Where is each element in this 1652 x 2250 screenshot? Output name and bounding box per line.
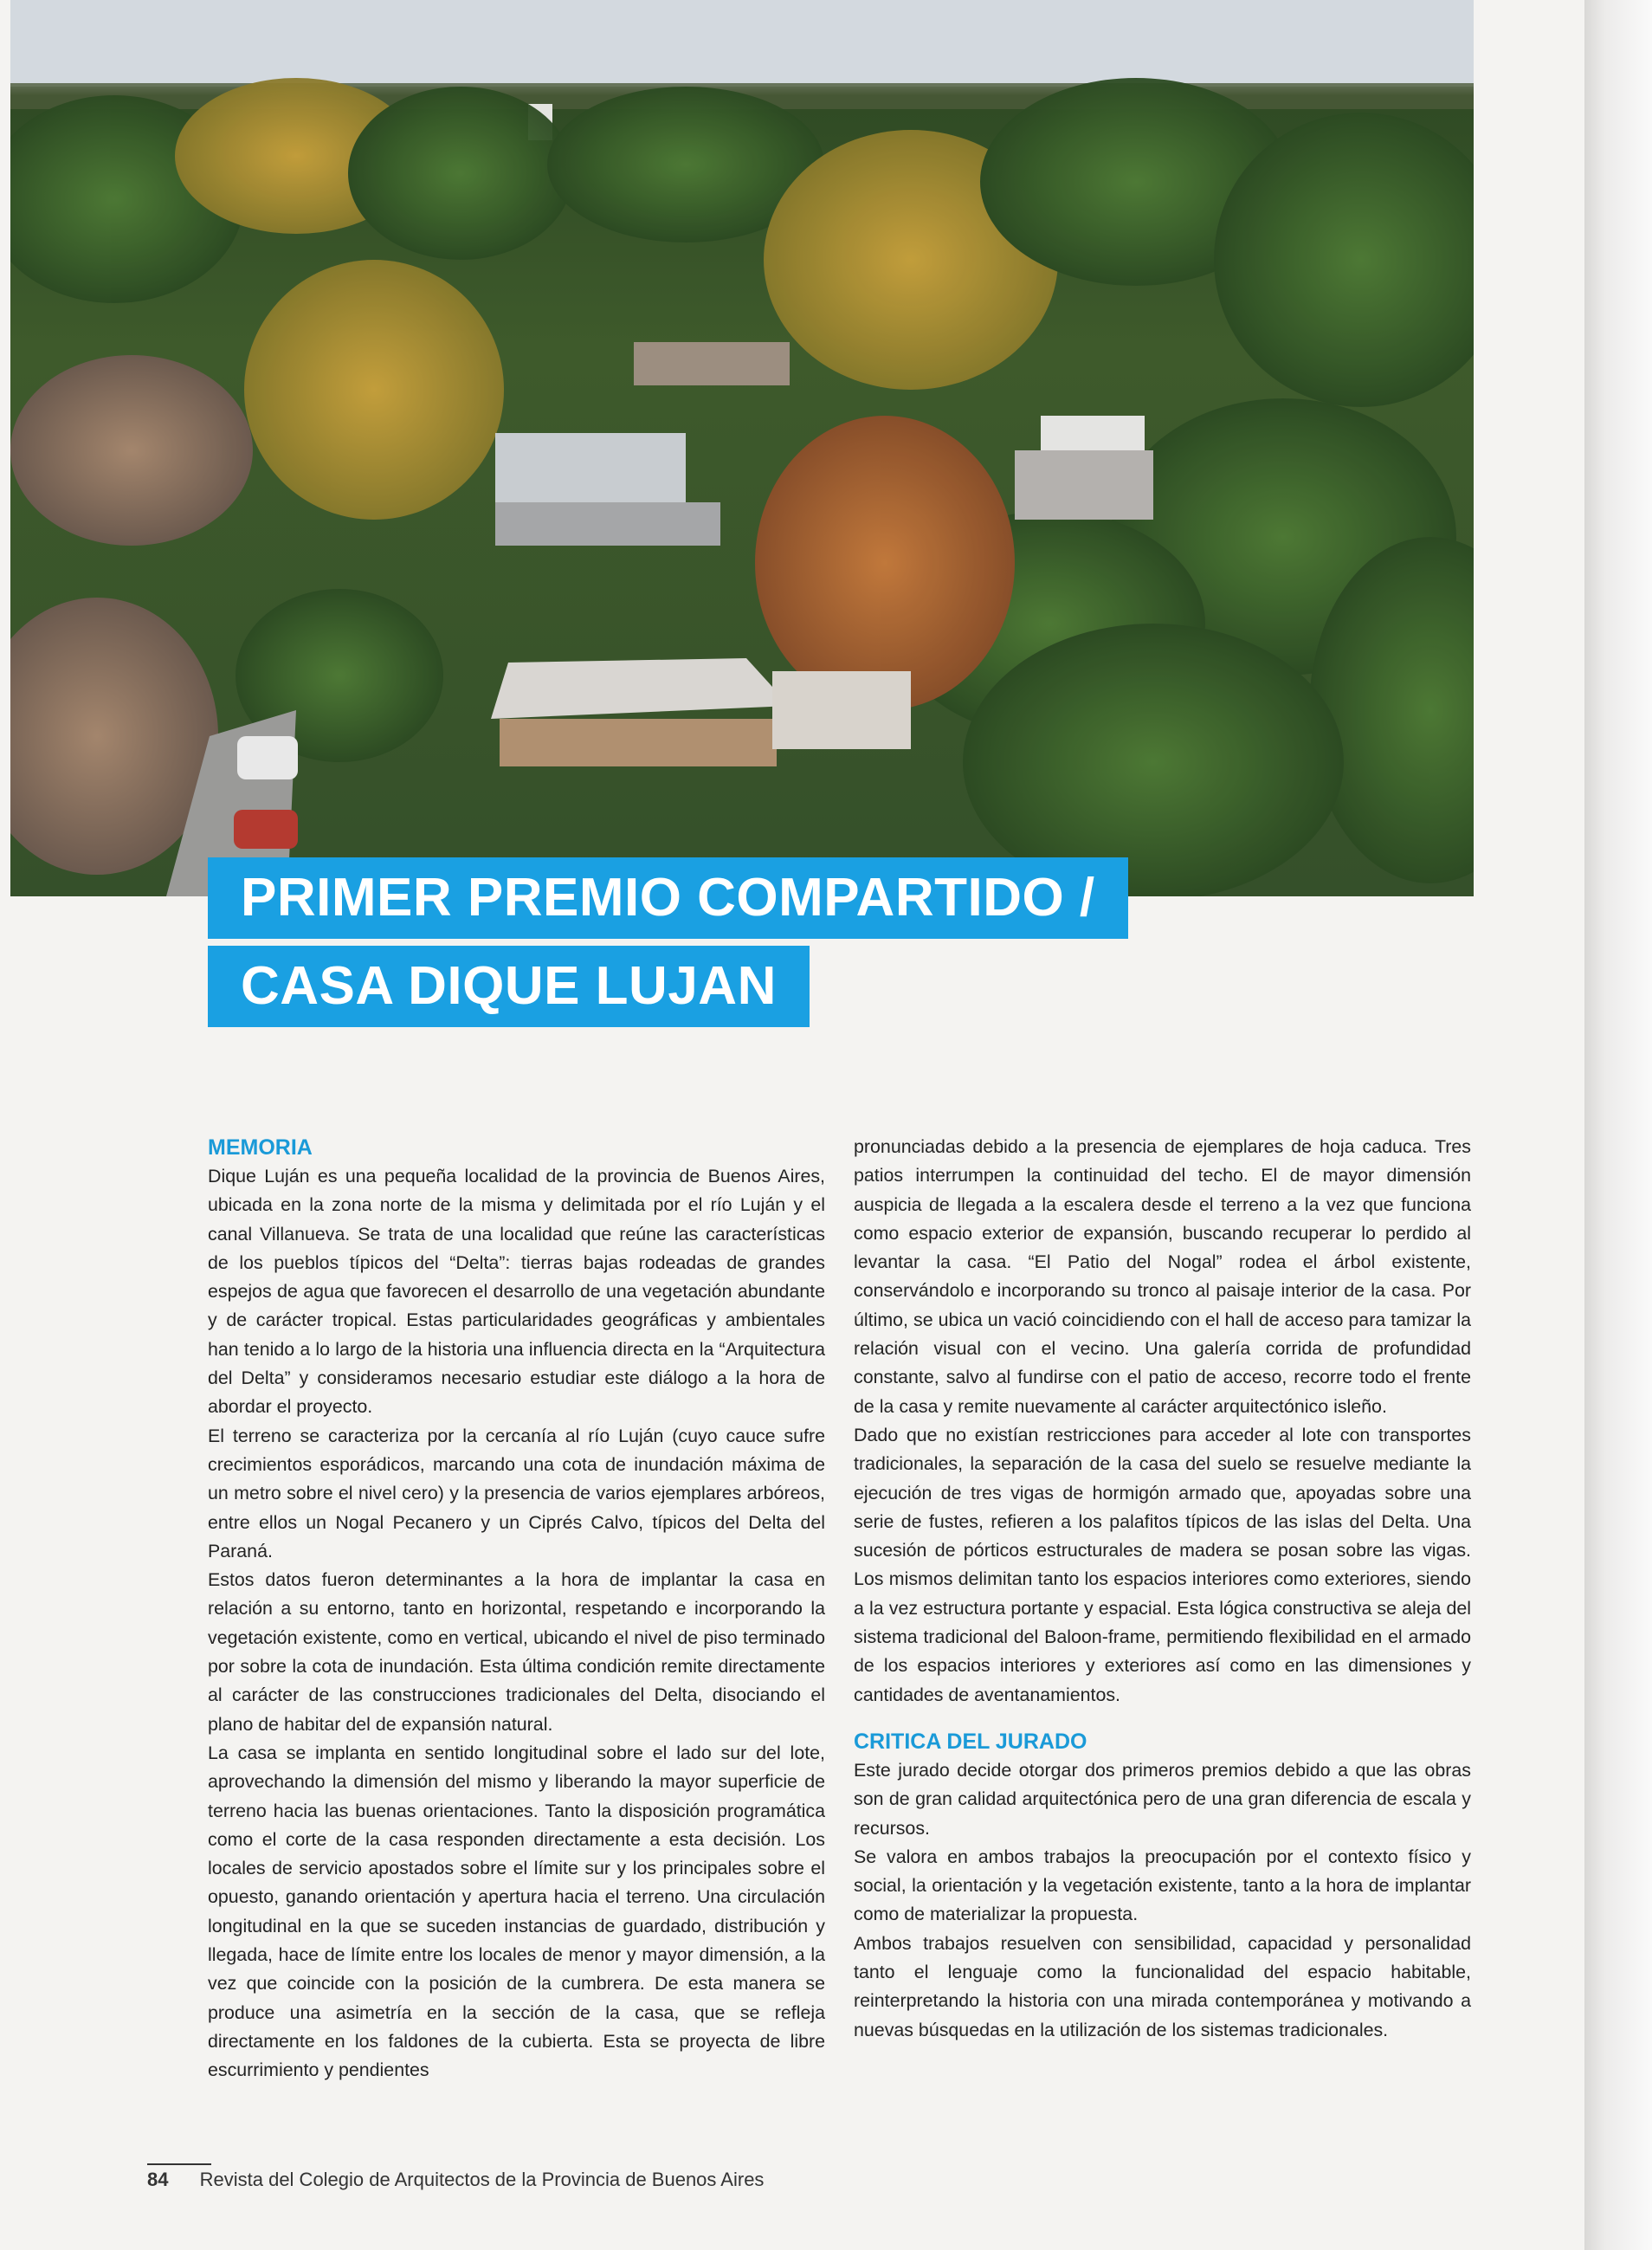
page-gutter-shadow bbox=[1584, 0, 1652, 2250]
text-column-right bbox=[854, 1133, 1471, 2045]
memoria-paragraph: El terreno se caracteriza por la cercanía al río Luján (cuyo cauce sufre crecimientos esporádicos, marcando una cota de inundación máxima de un metro sobre el nivel cero) y la presencia de varios ejemplares arbóreos, entre ellos un Nogal Pecanero y un Ciprés Calvo, típicos del Delta del Paraná. bbox=[208, 1425, 825, 1561]
title-line-2: CASA DIQUE LUJAN bbox=[208, 946, 810, 1027]
memoria-paragraph: La casa se implanta en sentido longitudinal sobre el lado sur del lote, aprovechando la dimensión del mismo y liberando la mayor superficie de terreno hacia las buenas orientaciones. Tanto la disposición programática como el corte de la casa responden directamente a esta decisión. Los locales de servicio apostados sobre el límite sur y los principales sobre el opuesto, ganando orientación y apertura hacia el terreno. Una circulación longitudinal en la que se suceden instancias de guardado, distribución y llegada, hace de límite entre los locales de menor y mayor dimensión, a la vez que coincide con la posición de la cumbrera. De esta manera se produce una asimetría en la sección de la casa, que se refleja directamente en los faldones de la cubierta. Esta se proyecta de libre escurrimiento y pendientes bbox=[208, 1742, 825, 2081]
publication-name: Revista del Colegio de Arquitectos de la Provincia de Buenos Aires bbox=[199, 2169, 765, 2190]
footer-rule bbox=[147, 2163, 211, 2165]
critica-paragraph: Este jurado decide otorgar dos primeros premios debido a que las obras son de gran calidad arquitectónica pero de una gran diferencia de escala y recursos. bbox=[854, 1759, 1471, 1839]
memoria-paragraph: Dado que no existían restricciones para acceder al lote con transportes tradicionales, la separación de la casa del suelo se resuelve mediante la ejecución de tres vigas de hormigón armado que, apoyadas sobre una serie de fustes, refieren a los palafitos típicos de las islas del Delta. Una sucesión de pórticos estructurales de madera se posan sobre las vigas. Los mismos delimitan tanto los espacios interiores como exteriores, siendo a la vez estructura portante y espacial. Esta lógica constructiva se aleja del sistema tradicional del Baloon-frame, permitiendo flexibilidad en el armado de los espacios interiores y exteriores así como en las dimensiones y cantidades de aventanamientos. bbox=[854, 1424, 1471, 1705]
page-footer bbox=[147, 2169, 764, 2191]
title-line-1: PRIMER PREMIO COMPARTIDO / bbox=[208, 857, 1128, 939]
memoria-paragraph: pronunciadas debido a la presencia de ejemplares de hoja caduca. Tres patios interrumpen la continuidad del techo. El de mayor dimensión auspicia de llegada a la escalera desde el terreno a la vez que funciona como espacio exterior de expansión, buscando recuperar lo perdido al levantar la casa. “El Patio del Nogal” rodea el árbol existente, conservándolo e incorporando su tronco al paisaje interior de la casa. Por último, se ubica un vació coincidiendo con el hall de acceso para tamizar la relación visual con el vecino. Una galería corrida de profundidad constante, salvo al fundirse con el patio de acceso, recorre todo el frente de la casa y remite nuevamente al carácter arquitectónico isleño. bbox=[854, 1136, 1471, 1417]
memoria-paragraph: Dique Luján es una pequeña localidad de la provincia de Buenos Aires, ubicada en la zona norte de la misma y delimitada por el río Luján y el canal Villanueva. Se trata de una localidad que reúne las características de los pueblos típicos del “Delta”: tierras bajas rodeadas de grandes espejos de agua que favorecen el desarrollo de una vegetación abundante y de carácter tropical. Estas particularidades geográficas y ambientales han tenido a lo largo de la historia una influencia directa en la “Arquitectura del Delta” y consideramos necesario estudiar este diálogo a la hora de abordar el proyecto. bbox=[208, 1166, 825, 1418]
critica-paragraph: Se valora en ambos trabajos la preocupación por el contexto físico y social, la orientación y la vegetación existente, tanto a la hora de implantar como de materializar la propuesta. bbox=[854, 1846, 1471, 1925]
critica-heading: CRITICA DEL JURADO bbox=[854, 1729, 1087, 1754]
aerial-photo-illustration bbox=[10, 0, 1474, 896]
text-column-left bbox=[208, 1133, 825, 2085]
page-number: 84 bbox=[147, 2169, 169, 2190]
critica-paragraph: Ambos trabajos resuelven con sensibilidad, capacidad y personalidad tanto el lenguaje como la funcionalidad del espacio habitable, reinterpretando la historia con una mirada contemporánea y motivando a nuevas búsquedas en la utilización de los sistemas tradicionales. bbox=[854, 1932, 1471, 2040]
aerial-photo bbox=[10, 0, 1474, 896]
memoria-paragraph: Estos datos fueron determinantes a la hora de implantar la casa en relación a su entorno, tanto en horizontal, respetando e incorporando la vegetación existente, como en vertical, ubicando el nivel de piso terminado por sobre la cota de inundación. Esta última condición remite directamente al carácter de las construcciones tradicionales del Delta, disociando el plano de habitar del de expansión natural. bbox=[208, 1569, 825, 1735]
memoria-heading: MEMORIA bbox=[208, 1135, 313, 1160]
